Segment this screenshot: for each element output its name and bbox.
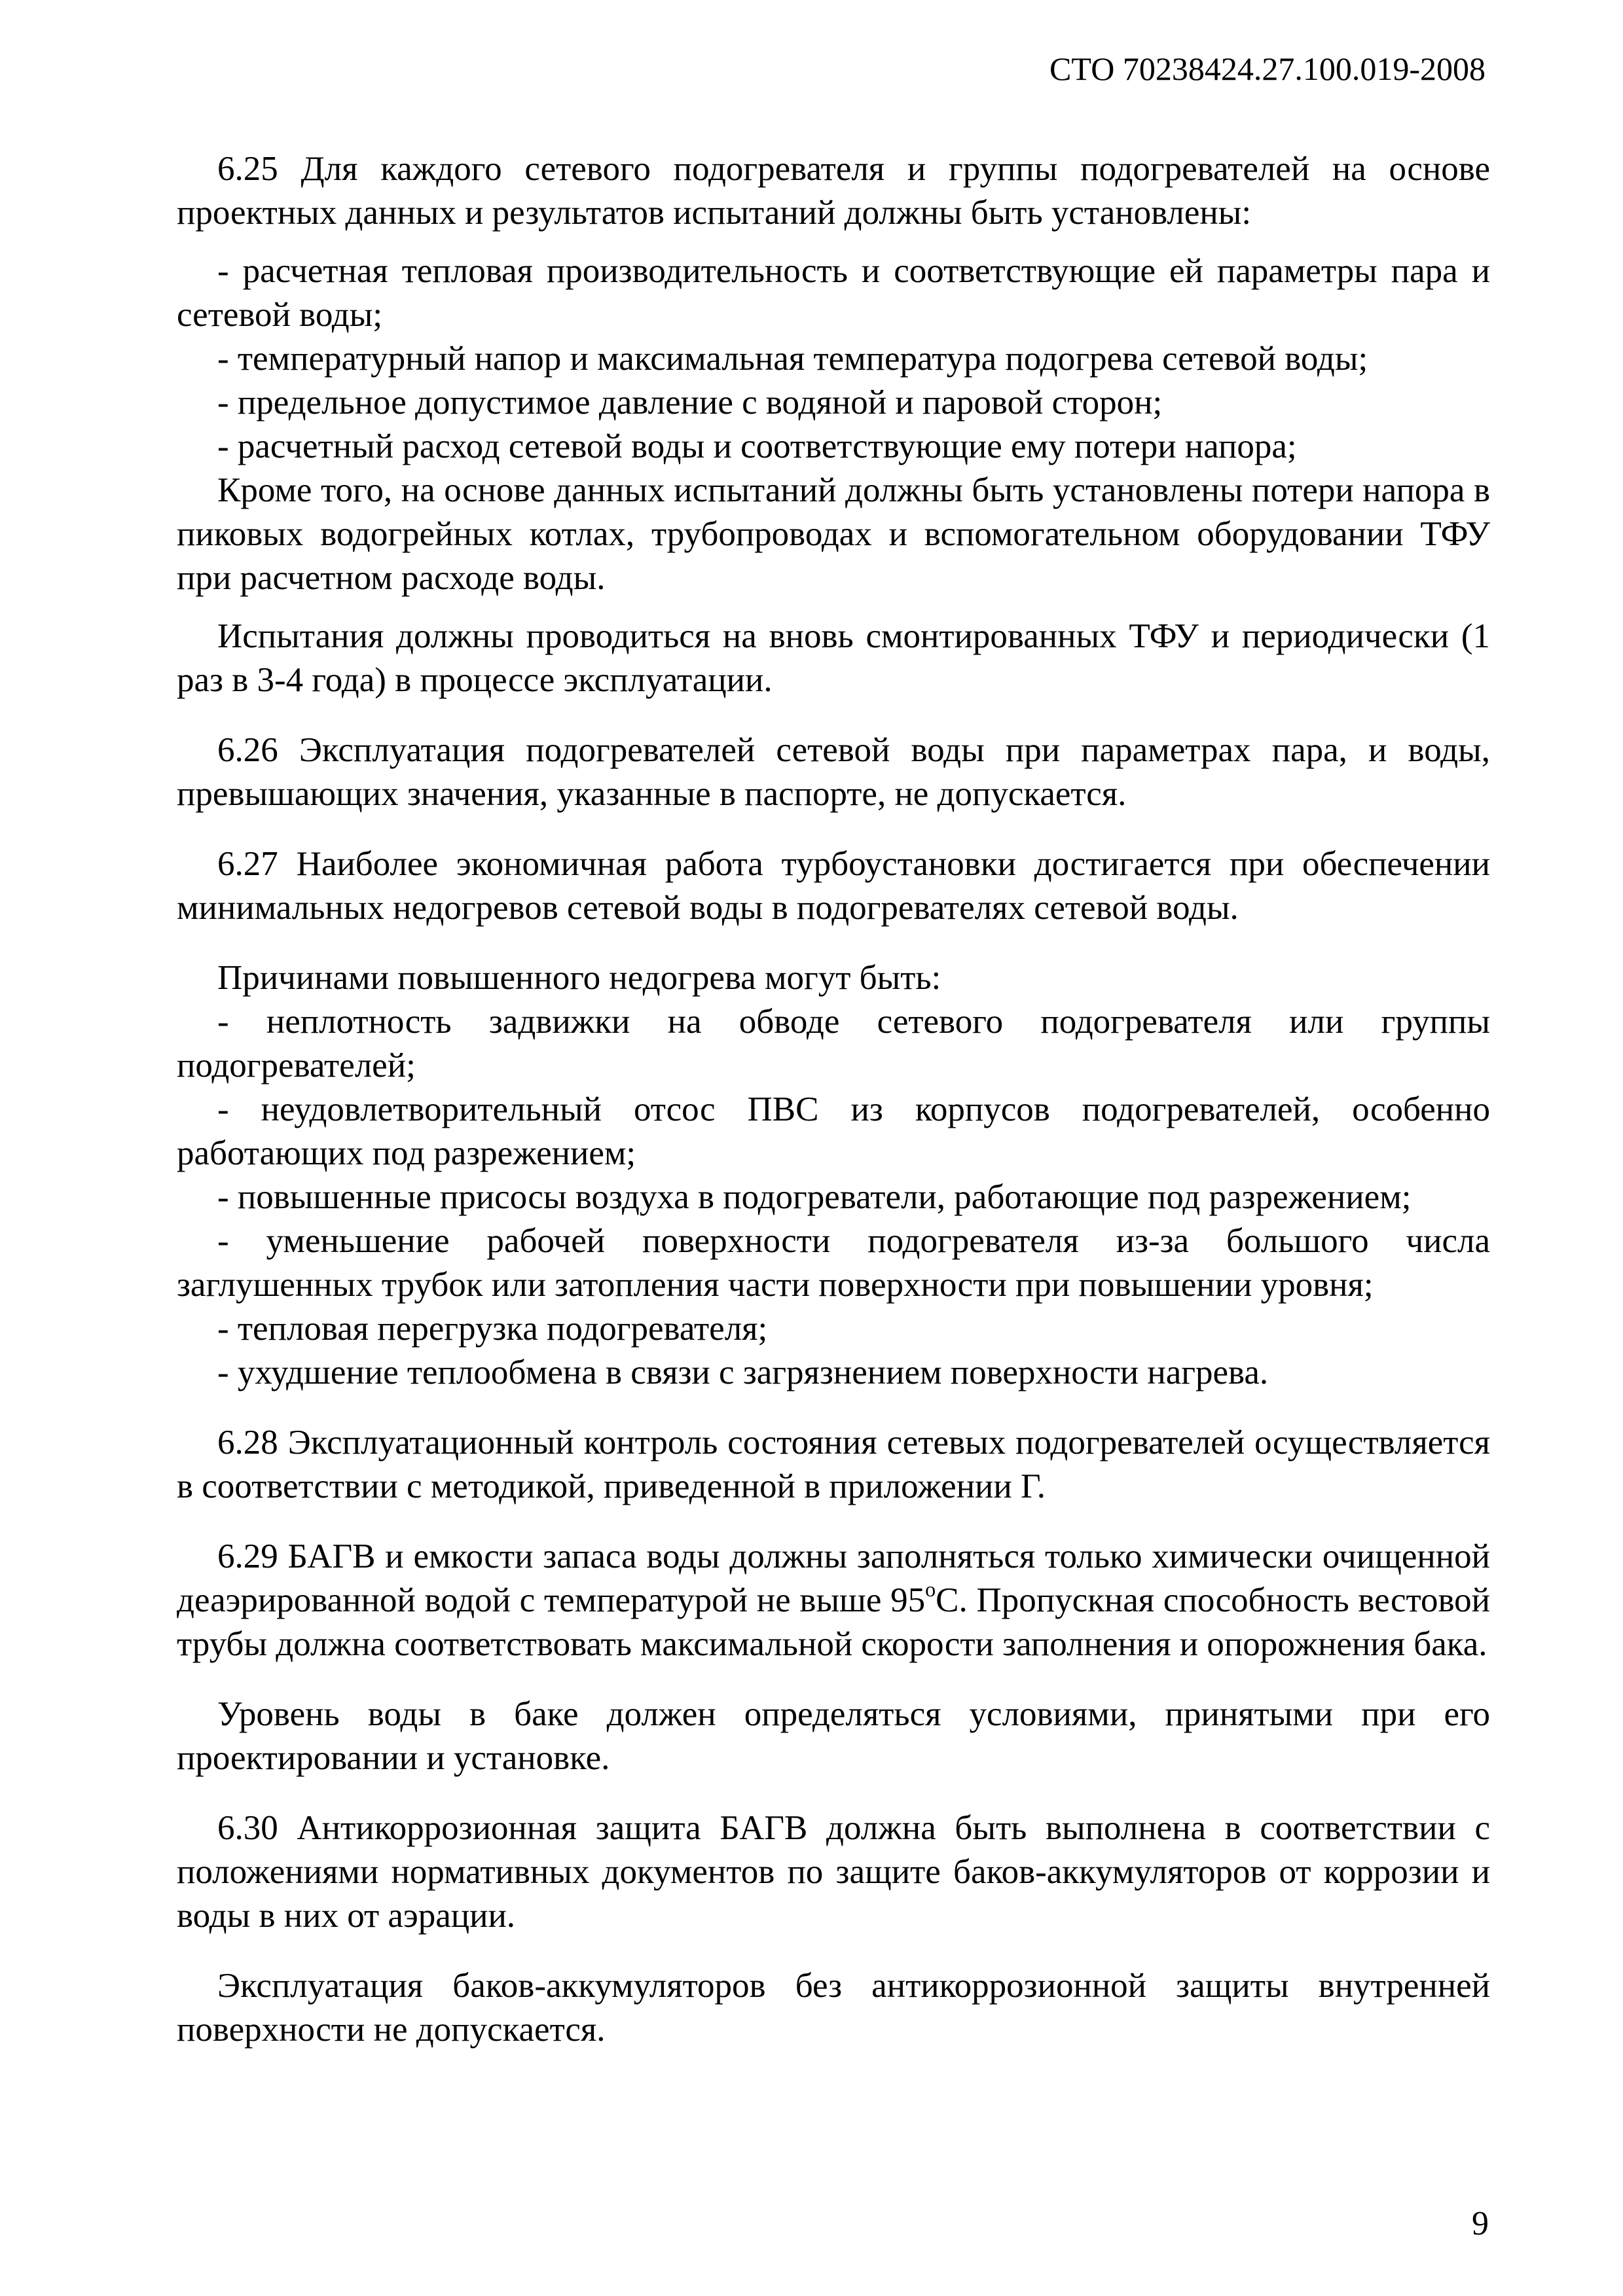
degree-sign: о [925,1577,936,1602]
document-code-header: СТО 70238424.27.100.019-2008 [1049,50,1486,87]
list-item: - повышенные присосы воздуха в подогреватели, работающие под разрежением; [217,1178,1412,1216]
section-6-25-paragraph: Кроме того, на основе данных испытаний должны быть установлены потери напора в пиковых водогрейных котлах, трубопроводах и вспомогательном оборудовании ТФУ при расчетном расходе воды. [177,471,1490,597]
section-6-29-paragraph: Уровень воды в баке должен определяться условиями, принятыми при его проектировании и установке. [177,1695,1490,1777]
list-item: - температурный напор и максимальная температура подогрева сетевой воды; [217,340,1368,378]
list-item: - тепловая перегрузка подогревателя; [217,1310,768,1348]
section-6-30-paragraph: Эксплуатация баков-аккумуляторов без антикоррозионной защиты внутренней поверхности не допускается. [177,1967,1490,2049]
section-6-25-intro: 6.25 Для каждого сетевого подогревателя и группы подогревателей на основе проектных данных и результатов испытаний должны быть установлены: [177,150,1490,232]
list-item: - неплотность задвижки на обводе сетевого подогревателя или группы подогревателей; [177,1003,1490,1085]
section-6-28: 6.28 Эксплуатационный контроль состояния сетевых подогревателей осуществляется в соответствии с методикой, приведенной в приложении Г. [177,1424,1490,1505]
page-number: 9 [1472,2205,1489,2242]
section-6-30: 6.30 Антикоррозионная защита БАГВ должна быть выполнена в соответствии с положениями нормативных документов по защите баков-аккумуляторов от коррозии и воды в них от аэрации. [177,1809,1490,1935]
section-6-27: 6.27 Наиболее экономичная работа турбоустановки достигается при обеспечении минимальных недогревов сетевой воды в подогревателях сетевой воды. [177,845,1490,927]
section-6-29-text-a: 6.29 БАГВ и емкости запаса воды должны заполняться только химически очищенной деаэрированной водой с температурой не выше 95 [177,1537,1490,1619]
section-6-26: 6.26 Эксплуатация подогревателей сетевой воды при параметрах пара, и воды, превышающих значения, указанные в паспорте, не допускается. [177,731,1490,813]
list-item: - ухудшение теплообмена в связи с загрязнением поверхности нагрева. [217,1354,1269,1391]
section-6-25-paragraph: Испытания должны проводиться на вновь смонтированных ТФУ и периодически (1 раз в 3-4 года) в процессе эксплуатации. [177,617,1490,699]
list-item: - расчетный расход сетевой воды и соответствующие ему потери напора; [217,427,1297,465]
document-body [177,147,1490,2052]
section-6-27-causes-intro: Причинами повышенного недогрева могут быть: [217,959,941,997]
section-6-29-text-b: С. Пропускная способность вестовой трубы должна соответствовать максимальной скорости заполнения и опорожнения бака. [177,1581,1490,1663]
list-item: - расчетная тепловая производительность и соответствующие ей параметры пара и сетевой воды; [177,252,1490,334]
list-item: - предельное допустимое давление с водяной и паровой сторон; [217,384,1163,422]
section-6-29 [177,1535,1490,1666]
list-item: - неудовлетворительный отсос ПВС из корпусов подогревателей, особенно работающих под разрежением; [177,1090,1490,1172]
list-item: - уменьшение рабочей поверхности подогревателя из-за большого числа заглушенных трубок или затопления части поверхности при повышении уровня; [177,1222,1490,1304]
